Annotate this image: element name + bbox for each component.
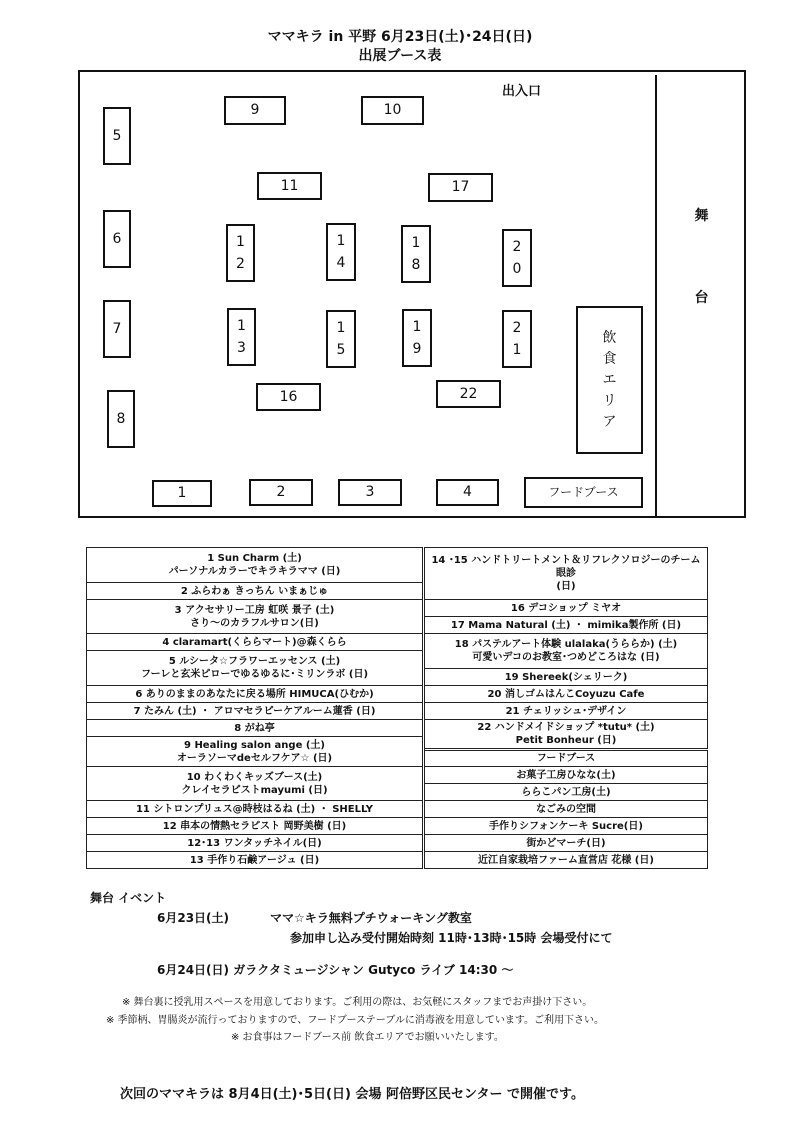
food-area-char-3: エ <box>602 371 617 388</box>
note-nursing: ※ 舞台裏に授乳用スペースを用意しております。ご利用の際は、お気軽にスタッフまでお声掛け下さい。 <box>122 997 593 1008</box>
exhibitor-7: 7 たみん (土) ・ アロマセラピーケアルーム蓮香 (日) <box>87 703 424 720</box>
food-booth-3: なごみの空間 <box>424 801 708 818</box>
exhibitor-22: 22 ハンドメイドショップ *tutu* (土) Petit Bonheur (日) <box>424 720 708 750</box>
event-day2: 6月24日(日) ガラクタミュージシャン Gutyco ライブ 14:30 ～ <box>157 963 514 977</box>
exhibitor-8: 8 がね亭 <box>87 720 424 737</box>
food-area-char-2: 食 <box>602 350 617 367</box>
booth-4: 4 <box>436 479 499 506</box>
booth-18-digit-2: 8 <box>411 257 421 273</box>
floor-plan <box>78 70 746 518</box>
exhibitor-20: 20 消しゴムはんこCoyuzu Cafe <box>424 686 708 703</box>
booth-13-digit-1: 1 <box>237 317 246 334</box>
event-day1-date: 6月23日(土) <box>157 911 230 925</box>
note-disinfectant: ※ 季節柄、胃腸炎が流行っておりますので、フードブーステーブルに消毒液を用意しています。ご利用下さい。 <box>106 1015 605 1026</box>
booth-14-digit-2: 4 <box>336 255 346 271</box>
page-title: ママキラ in 平野 6月23日(土)･24日(日) <box>267 29 533 45</box>
booth-19-digit-1: 1 <box>412 318 422 335</box>
booth-19-digit-2: 9 <box>412 341 422 357</box>
food-area-char-1: 飲 <box>602 329 617 346</box>
booth-21-digit-2: 1 <box>512 342 522 358</box>
booth-5: 5 <box>103 107 131 165</box>
booth-20 <box>502 229 532 287</box>
booth-21 <box>502 310 532 368</box>
exhibitor-6: 6 ありのままのあなたに戻る場所 HIMUCA(ひむか) <box>87 686 424 703</box>
booth-1: 1 <box>152 480 212 507</box>
event-day1-detail: 参加申し込み受付開始時刻 11時･13時･15時 会場受付にて <box>290 931 613 945</box>
booth-13 <box>227 308 256 366</box>
events-heading: 舞台 イベント <box>90 891 167 905</box>
food-booth-4: 手作りシフォンケーキ Sucre(日) <box>424 818 708 835</box>
food-area <box>576 306 643 454</box>
event-day1-title: ママ☆キラ無料プチウォーキング教室 <box>270 911 472 925</box>
stage-area <box>655 75 744 516</box>
booth-15-digit-1: 1 <box>336 319 346 336</box>
exhibitor-4: 4 claramart(くららマート)@森くらら <box>87 634 424 651</box>
booth-3: 3 <box>338 479 402 506</box>
exhibitor-11: 11 シトロンプリュス@時枝はるね (土) ・ SHELLY <box>87 801 424 818</box>
booth-11: 11 <box>257 172 322 200</box>
booth-12 <box>226 224 255 282</box>
booth-18 <box>401 225 431 283</box>
booth-19 <box>402 309 432 367</box>
booth-22: 22 <box>436 380 501 408</box>
booth-12-digit-2: 2 <box>236 256 245 272</box>
booth-15-digit-2: 5 <box>336 342 346 358</box>
exhibitor-9: 9 Healing salon ange (土) オーラソーマdeセルフケア☆ (日) <box>87 737 424 767</box>
page-subtitle: 出展ブース表 <box>358 48 442 64</box>
food-booth-header: フードブース <box>424 750 708 767</box>
exhibitor-table <box>86 547 708 869</box>
booth-21-digit-1: 2 <box>512 319 522 336</box>
exhibitor-1: 1 Sun Charm (土) パーソナルカラーでキラキラママ (日) <box>87 548 424 583</box>
food-area-char-4: リ <box>602 392 617 409</box>
booth-9: 9 <box>224 96 286 125</box>
food-area-char-5: ア <box>602 413 617 430</box>
booth-15 <box>326 310 356 368</box>
exhibitor-18: 18 パステルアート体験 ulalaka(うららか) (土) 可愛いデコのお教室･つめどころはな (日) <box>424 634 708 669</box>
stage-label-2: 台 <box>694 290 709 306</box>
exhibitor-10: 10 わくわくキッズブース(土) クレイセラピストmayumi (日) <box>87 767 424 801</box>
food-booth-1: お菓子工房ひなな(土) <box>424 767 708 784</box>
booth-10: 10 <box>361 96 424 125</box>
exhibitor-3: 3 アクセサリー工房 虹咲 景子 (土) さり～のカラフルサロン(日) <box>87 600 424 634</box>
note-dining: ※ お食事はフードブース前 飲食エリアでお願いいたします。 <box>231 1032 504 1043</box>
booth-2: 2 <box>249 479 313 506</box>
booth-12-digit-1: 1 <box>236 233 245 250</box>
food-booth-2: ららこパン工房(土) <box>424 784 708 801</box>
exhibitor-12: 12 串本の情熱セラピスト 岡野美樹 (日) <box>87 818 424 835</box>
next-event-info: 次回のママキラは 8月4日(土)･5日(日) 会場 阿倍野区民センター で開催です。 <box>120 1087 584 1102</box>
booth-20-digit-1: 2 <box>512 238 522 255</box>
exhibitor-5: 5 ルシータ☆フラワーエッセンス (土) フーレと玄米ピローでゆるゆるに･ミリンラボ (日) <box>87 651 424 686</box>
booth-13-digit-2: 3 <box>237 340 246 356</box>
exhibitor-21: 21 チェリッシュ･デザイン <box>424 703 708 720</box>
booth-8: 8 <box>107 390 135 448</box>
booth-20-digit-2: 0 <box>512 261 522 277</box>
exhibitor-19: 19 Shereek(シェリーク) <box>424 669 708 686</box>
booth-6: 6 <box>103 210 131 268</box>
food-booth-5: 街かどマーチ(日) <box>424 835 708 852</box>
exhibitor-12-13: 12･13 ワンタッチネイル(日) <box>87 835 424 852</box>
food-booth: フードブース <box>524 477 643 508</box>
food-booth-6: 近江自家栽培ファーム直営店 花様 (日) <box>424 852 708 869</box>
booth-17: 17 <box>428 173 493 202</box>
exhibitor-16: 16 デコショップ ミヤオ <box>424 600 708 617</box>
exhibitor-17: 17 Mama Natural (土) ・ mimika製作所 (日) <box>424 617 708 634</box>
exhibitor-2: 2 ふらわぁ きっちん いまぁじゅ <box>87 583 424 600</box>
entrance-label: 出入口 <box>502 84 542 99</box>
booth-18-digit-1: 1 <box>411 234 421 251</box>
booth-16: 16 <box>256 383 321 411</box>
stage-label-1: 舞 <box>694 208 709 224</box>
booth-14-digit-1: 1 <box>336 232 346 249</box>
exhibitor-14-15: 14 ･15 ハンドトリートメント＆リフレクソロジーのチーム眼診 (日) <box>424 548 708 600</box>
exhibitor-13: 13 手作り石鹸アージュ (日) <box>87 852 424 869</box>
booth-14 <box>326 223 356 281</box>
booth-7: 7 <box>103 300 131 358</box>
